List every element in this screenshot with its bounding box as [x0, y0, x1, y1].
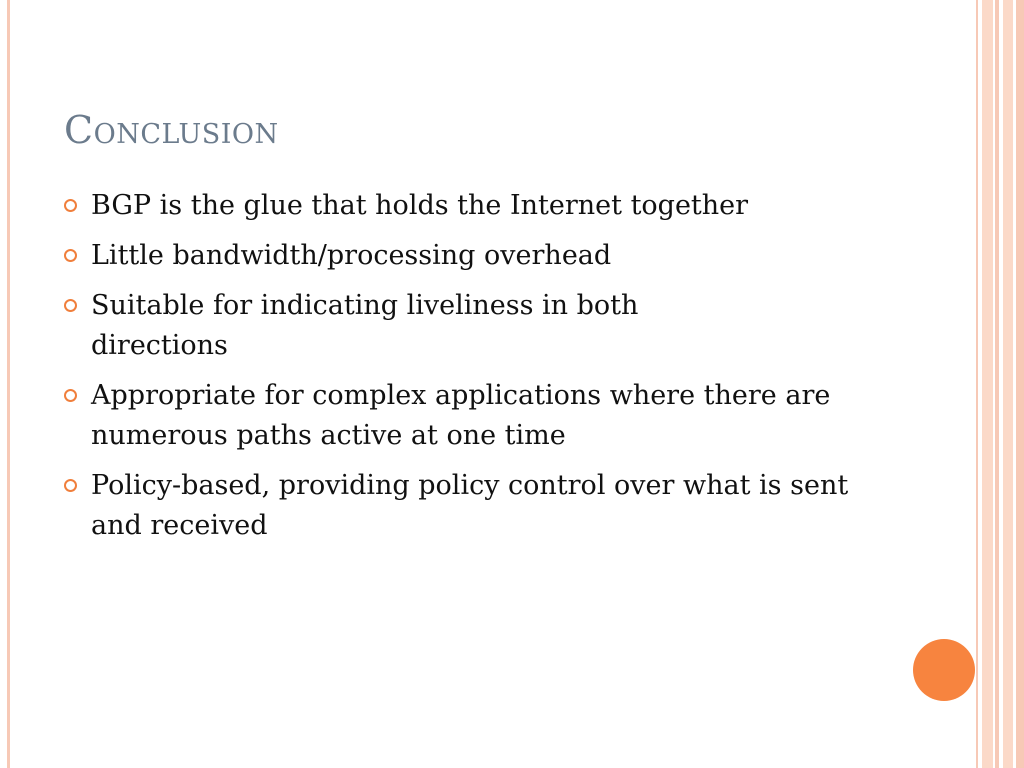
left-border-line [7, 0, 10, 768]
bullet-item [64, 376, 884, 456]
orange-ring-bullet-icon [64, 389, 77, 402]
bullet-text: Appropriate for complex applications where there are numerous paths active at one time [91, 380, 831, 451]
orange-ring-bullet-icon [64, 299, 77, 312]
bullet-item [64, 466, 884, 546]
orange-ring-bullet-icon [64, 249, 77, 262]
right-border-stripe [1003, 0, 1013, 768]
bullet-item [64, 236, 884, 276]
bullet-item [64, 286, 884, 366]
orange-ring-bullet-icon [64, 199, 77, 212]
bullet-text: BGP is the glue that holds the Internet together [91, 190, 749, 221]
orange-ring-bullet-icon [64, 479, 77, 492]
right-border-stripe [982, 0, 993, 768]
bullet-list [64, 186, 884, 556]
orange-circle-icon [913, 639, 975, 701]
right-border-stripe [976, 0, 978, 768]
right-border-stripe [1016, 0, 1024, 768]
right-border-stripe [995, 0, 999, 768]
bullet-text: Policy-based, providing policy control over what is sent and received [91, 470, 849, 541]
bullet-text: Little bandwidth/processing overhead [91, 240, 612, 271]
bullet-text: Suitable for indicating liveliness in both directions [91, 290, 639, 361]
bullet-item [64, 186, 884, 226]
slide-title: Conclusion [64, 108, 279, 152]
